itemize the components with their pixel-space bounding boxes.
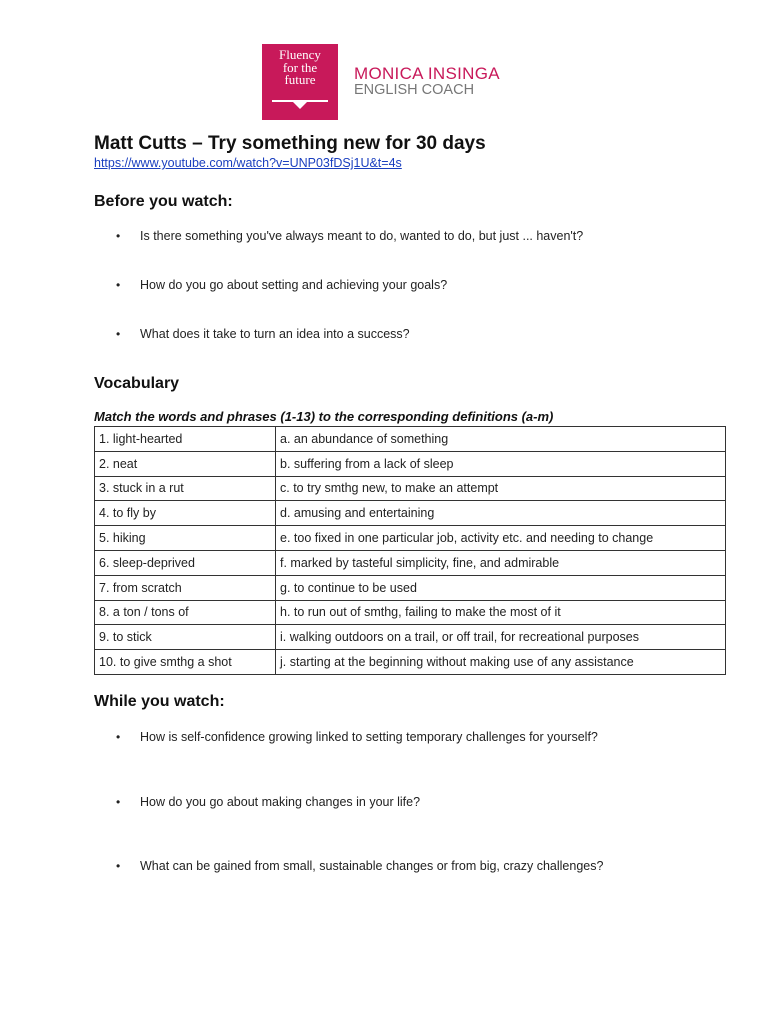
term-cell: 9. to stick xyxy=(95,625,276,650)
bullet-icon: • xyxy=(116,229,121,243)
term-cell: 7. from scratch xyxy=(95,575,276,600)
definition-cell: j. starting at the beginning without making use of any assistance xyxy=(276,650,726,675)
page-title: Matt Cutts – Try something new for 30 days xyxy=(94,133,486,154)
table-row xyxy=(95,650,726,675)
bullet-icon: • xyxy=(116,795,121,809)
table-row xyxy=(95,625,726,650)
definition-cell: g. to continue to be used xyxy=(276,575,726,600)
definition-cell: e. too fixed in one particular job, activity etc. and needing to change xyxy=(276,526,726,551)
bullet-icon: • xyxy=(116,327,121,341)
logo-triangle-icon xyxy=(293,102,307,109)
definition-cell: i. walking outdoors on a trail, or off trail, for recreational purposes xyxy=(276,625,726,650)
question-text: How is self-confidence growing linked to setting temporary challenges for yourself? xyxy=(140,730,598,744)
bullet-icon: • xyxy=(116,859,121,873)
table-row xyxy=(95,501,726,526)
table-row xyxy=(95,427,726,452)
term-cell: 8. a ton / tons of xyxy=(95,600,276,625)
logo-text: Fluency for the future xyxy=(279,47,321,87)
definition-cell: a. an abundance of something xyxy=(276,427,726,452)
brand-name: MONICA INSINGA xyxy=(354,64,500,83)
term-cell: 5. hiking xyxy=(95,526,276,551)
term-cell: 3. stuck in a rut xyxy=(95,476,276,501)
table-row xyxy=(95,451,726,476)
definition-cell: d. amusing and entertaining xyxy=(276,501,726,526)
bullet-icon: • xyxy=(116,730,121,744)
video-link[interactable]: https://www.youtube.com/watch?v=UNP03fDSj1U&t=4s xyxy=(94,156,402,170)
vocabulary-heading: Vocabulary xyxy=(94,375,180,392)
table-row xyxy=(95,575,726,600)
question-text: How do you go about setting and achieving your goals? xyxy=(140,278,448,292)
term-cell: 1. light-hearted xyxy=(95,427,276,452)
term-cell: 4. to fly by xyxy=(95,501,276,526)
table-row xyxy=(95,476,726,501)
definition-cell: h. to run out of smthg, failing to make the most of it xyxy=(276,600,726,625)
question-text: How do you go about making changes in your life? xyxy=(140,795,421,809)
before-heading: Before you watch: xyxy=(94,193,233,210)
while-heading: While you watch: xyxy=(94,693,225,710)
question-text: What does it take to turn an idea into a success? xyxy=(140,327,410,341)
term-cell: 6. sleep-deprived xyxy=(95,550,276,575)
definition-cell: f. marked by tasteful simplicity, fine, and admirable xyxy=(276,550,726,575)
table-row xyxy=(95,550,726,575)
brand-subtitle: ENGLISH COACH xyxy=(354,82,475,98)
table-row xyxy=(95,600,726,625)
definition-cell: c. to try smthg new, to make an attempt xyxy=(276,476,726,501)
table-row xyxy=(95,526,726,551)
question-text: Is there something you've always meant to do, wanted to do, but just ... haven't? xyxy=(140,229,584,243)
definition-cell: b. suffering from a lack of sleep xyxy=(276,451,726,476)
term-cell: 2. neat xyxy=(95,451,276,476)
bullet-icon: • xyxy=(116,278,121,292)
term-cell: 10. to give smthg a shot xyxy=(95,650,276,675)
vocabulary-table xyxy=(94,426,726,675)
fluency-logo xyxy=(262,44,338,120)
question-text: What can be gained from small, sustainable changes or from big, crazy challenges? xyxy=(140,859,604,873)
vocabulary-instruction: Match the words and phrases (1-13) to the corresponding definitions (a-m) xyxy=(94,409,554,424)
